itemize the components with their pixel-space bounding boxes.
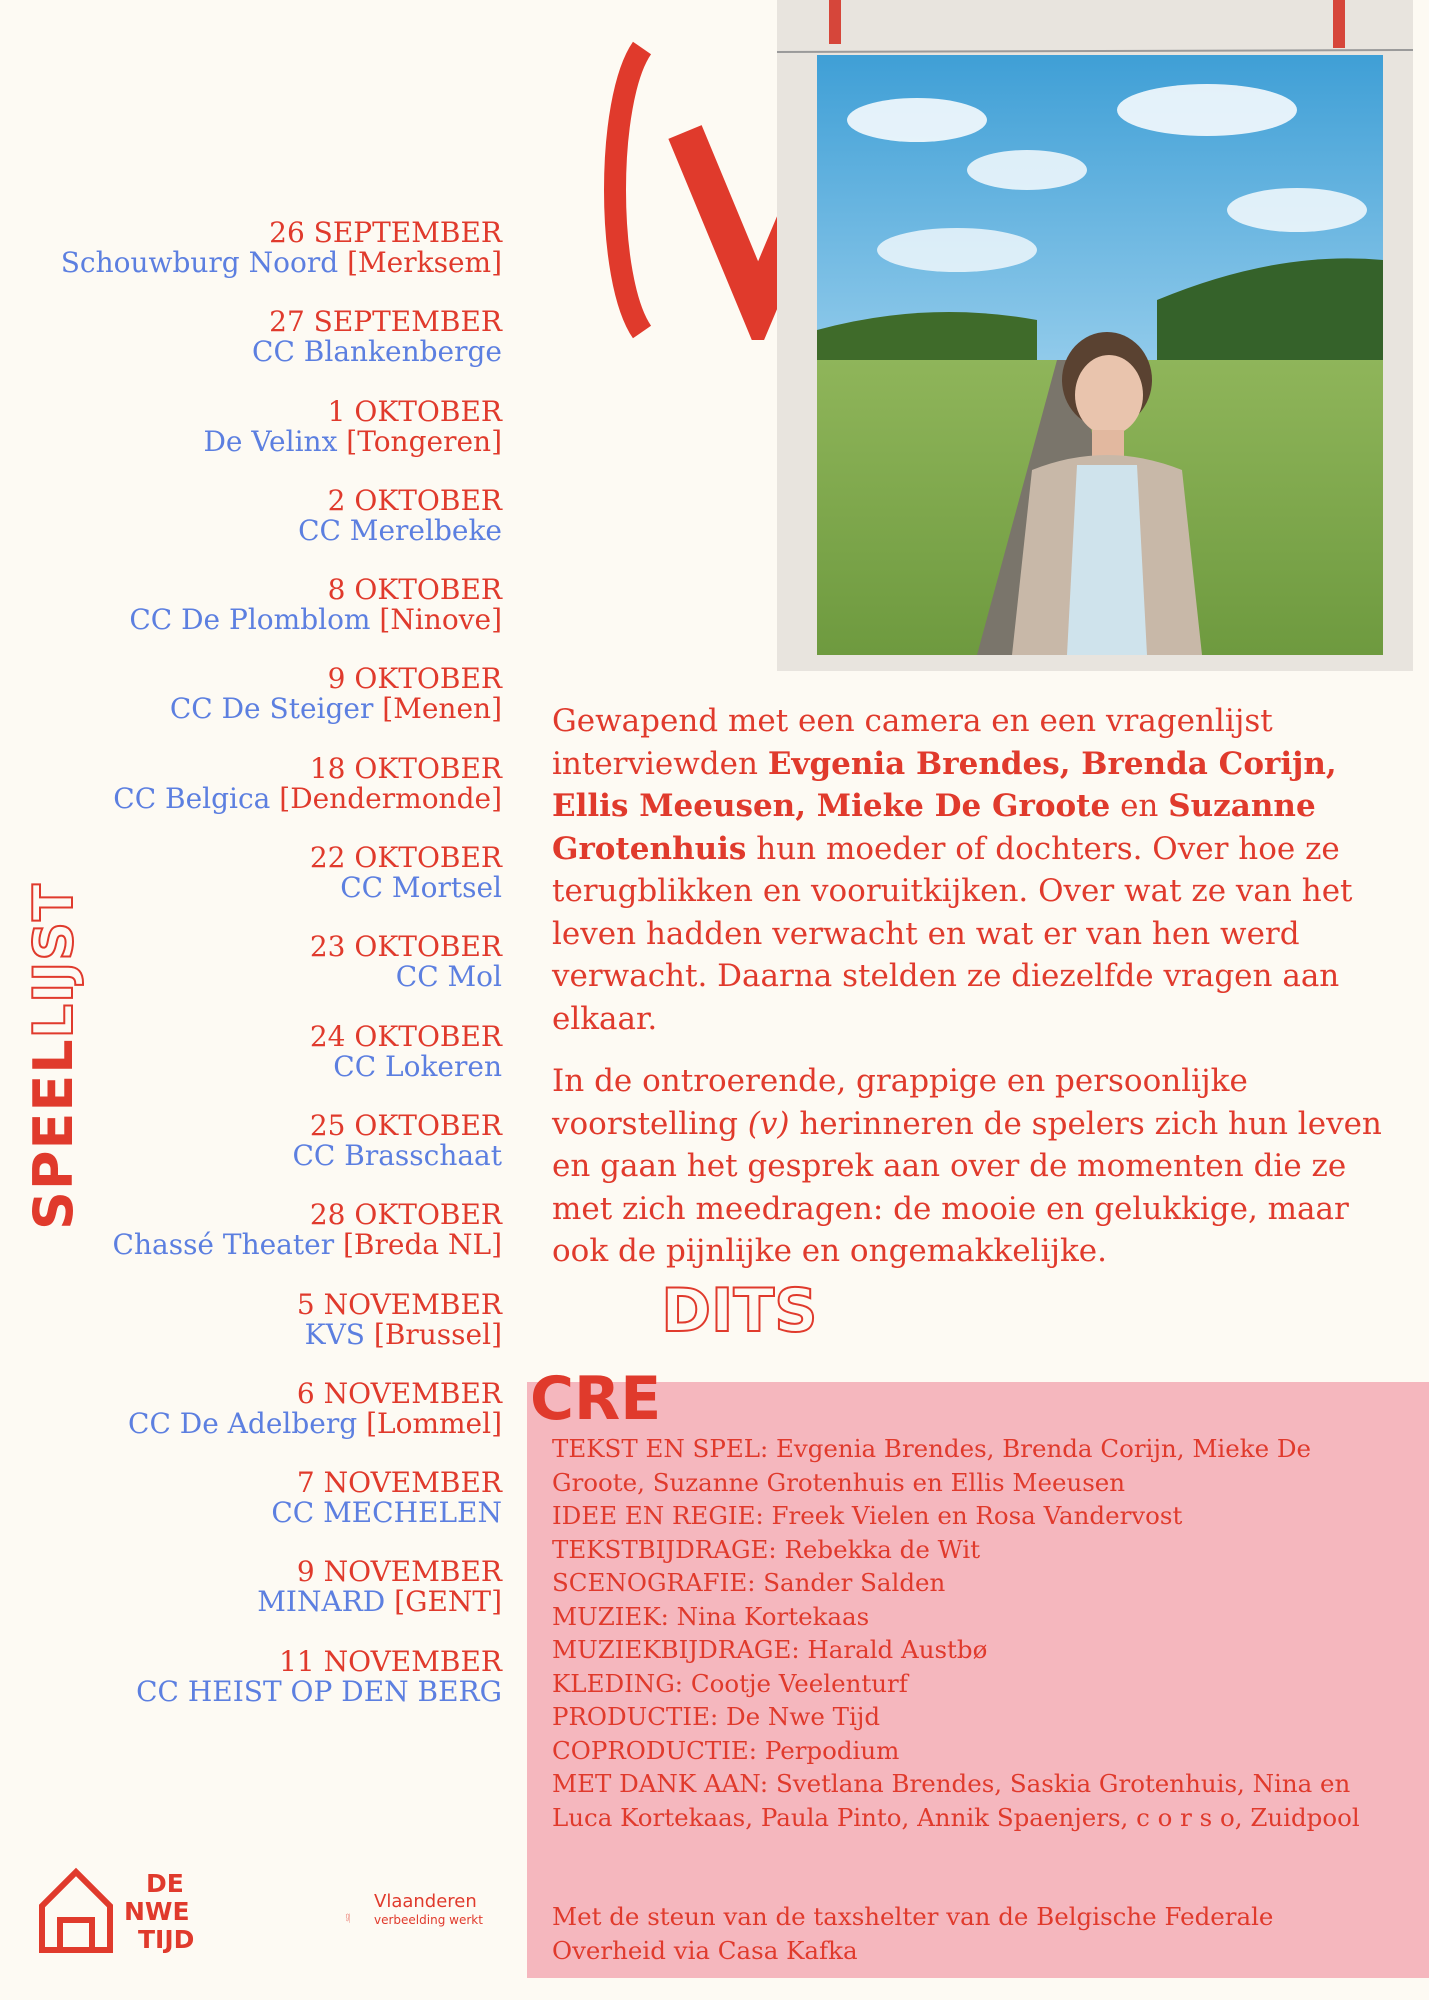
schedule-heading	[22, 883, 85, 1230]
schedule-location	[22, 605, 502, 635]
schedule-date: 6 NOVEMBER	[296, 1376, 502, 1410]
vlaanderen-subtitle: verbeelding werkt	[374, 1913, 483, 1927]
schedule-item	[22, 575, 502, 664]
schedule-location	[22, 1049, 502, 1083]
schedule-date: 8 OKTOBER	[327, 573, 502, 607]
schedule-item	[22, 664, 502, 753]
schedule-city: [Brussel]	[373, 1317, 502, 1351]
schedule-item	[22, 932, 502, 1021]
credit-line: PRODUCTIE: De Nwe Tijd	[552, 1702, 881, 1731]
schedule-location	[22, 1138, 502, 1172]
schedule-city: [GENT]	[394, 1585, 502, 1619]
credit-line: MET DANK AAN: Svetlana Brendes, Saskia Grotenhuis, Nina en Luca Kortekaas, Paula Pinto, Annik Spaenjers, c o r s o, Zuidpool	[552, 1769, 1360, 1832]
schedule-date: 1 OKTOBER	[327, 394, 502, 428]
dnt-line-2: NWE	[124, 1897, 190, 1926]
schedule-venue: CC Merelbeke	[298, 513, 502, 547]
intro-p1-c: hun moeder of dochters. Over hoe ze terugblikken en vooruitkijken. Over wat ze van het leven hadden verwacht en wat er van hen werd verwacht. Daarna stelden ze diezelfde vragen aan elkaar.	[552, 830, 1353, 1037]
intro-p1-b: en	[1110, 788, 1169, 824]
schedule-date: 26 SEPTEMBER	[269, 216, 502, 249]
schedule-city: [Menen]	[382, 692, 502, 726]
schedule-location	[22, 873, 502, 903]
schedule-location	[22, 694, 502, 724]
schedule-venue: CC Blankenberge	[252, 335, 502, 369]
schedule-location	[22, 337, 502, 367]
schedule-item	[22, 1287, 502, 1379]
credit-line: IDEE EN REGIE: Freek Vielen en Rosa Vandervost	[552, 1501, 1183, 1530]
intro-p1-a: Gewapend met een camera en een vragenlijst interviewden	[552, 703, 1273, 782]
schedule-date: 22 OKTOBER	[309, 841, 502, 875]
schedule-city: [Ninove]	[379, 603, 502, 637]
schedule-item	[22, 1468, 502, 1557]
schedule-list	[22, 218, 502, 1736]
schedule-venue: CC HEIST OP DEN BERG	[136, 1674, 502, 1708]
schedule-date: 9 OKTOBER	[327, 662, 502, 696]
schedule-location	[22, 513, 502, 547]
schedule-item	[22, 483, 502, 575]
schedule-heading-outline: LIJST	[22, 883, 85, 1039]
schedule-item	[22, 1557, 502, 1646]
schedule-city: [Tongeren]	[346, 424, 502, 458]
schedule-venue: CC De Steiger	[169, 692, 374, 726]
vlaanderen-logo-text	[374, 1891, 483, 1927]
schedule-venue: KVS	[304, 1317, 365, 1351]
schedule-city: [Lommel]	[366, 1406, 502, 1440]
credit-line: MUZIEKBIJDRAGE: Harald Austbø	[552, 1635, 988, 1664]
credit-line: MUZIEK: Nina Kortekaas	[552, 1601, 870, 1631]
schedule-location	[22, 424, 502, 458]
credit-line: TEKSTBIJDRAGE: Rebekka de Wit	[552, 1534, 981, 1564]
credits-support: Met de steun van de taxshelter van de Belgische Federale Overheid via Casa Kafka	[552, 1902, 1274, 1965]
schedule-item	[22, 1376, 502, 1468]
credits-list	[552, 1432, 1382, 1834]
schedule-date: 7 NOVEMBER	[296, 1466, 502, 1500]
schedule-city: [Dendermonde]	[279, 781, 502, 815]
intro-p2-title: (v)	[747, 1105, 790, 1142]
schedule-heading-filled: SPEEL	[22, 1038, 85, 1230]
schedule-location	[22, 1230, 502, 1260]
credits-heading-outline: DITS	[661, 1276, 818, 1346]
schedule-date: 23 OKTOBER	[309, 930, 502, 964]
schedule-venue: MINARD	[257, 1585, 386, 1619]
schedule-item	[22, 1019, 502, 1111]
schedule-location	[22, 1587, 502, 1617]
schedule-venue: CC MECHELEN	[271, 1496, 502, 1530]
credit-line: COPRODUCTIE: Perpodium	[552, 1735, 900, 1765]
intro-p1-names: Evgenia Brendes, Brenda Corijn, Ellis Meeusen, Mieke De Groote	[552, 745, 1337, 824]
schedule-date: 9 NOVEMBER	[296, 1555, 502, 1589]
schedule-item	[22, 1644, 502, 1736]
schedule-item	[22, 843, 502, 932]
schedule-location	[22, 1674, 502, 1708]
schedule-location	[22, 248, 502, 278]
vlaanderen-lion-icon	[345, 1890, 375, 1946]
schedule-location	[22, 1498, 502, 1528]
schedule-location	[22, 1406, 502, 1440]
schedule-venue: CC Mortsel	[340, 871, 502, 905]
schedule-item	[22, 1200, 502, 1289]
schedule-item	[22, 307, 502, 396]
dnt-line-1: DE	[146, 1869, 184, 1898]
schedule-location	[22, 781, 502, 815]
credits-heading	[530, 1276, 818, 1434]
performer-photo	[777, 0, 1413, 671]
schedule-venue: Schouwburg Noord	[60, 246, 339, 279]
schedule-date: 5 NOVEMBER	[296, 1287, 502, 1321]
dnt-line-3: TIJD	[138, 1925, 195, 1954]
intro-p1-name-last: Suzanne Grotenhuis	[552, 788, 1316, 867]
de-nwe-tijd-logo	[38, 1866, 198, 1956]
schedule-city: [Merksem]	[347, 246, 502, 279]
schedule-date: 24 OKTOBER	[309, 1019, 502, 1053]
schedule-location	[22, 962, 502, 992]
schedule-location	[22, 1317, 502, 1351]
schedule-item	[22, 394, 502, 486]
intro-paragraph-1	[552, 700, 1392, 1040]
schedule-city: [Breda NL]	[343, 1228, 502, 1262]
schedule-venue: CC Mol	[395, 960, 502, 994]
intro-paragraph-2	[552, 1060, 1392, 1273]
schedule-venue: De Velinx	[203, 424, 338, 458]
schedule-date: 28 OKTOBER	[309, 1198, 502, 1232]
schedule-date: 18 OKTOBER	[309, 751, 502, 785]
schedule-date: 11 NOVEMBER	[279, 1644, 502, 1678]
credit-line: SCENOGRAFIE: Sander Salden	[552, 1568, 946, 1597]
credit-line: TEKST EN SPEL: Evgenia Brendes, Brenda Corijn, Mieke De Groote, Suzanne Grotenhuis en Ellis Meeusen	[552, 1434, 1312, 1497]
schedule-venue: CC Lokeren	[333, 1049, 502, 1083]
credit-line: KLEDING: Cootje Veelenturf	[552, 1668, 908, 1698]
schedule-venue: Chassé Theater	[112, 1228, 335, 1262]
schedule-date: 25 OKTOBER	[309, 1108, 502, 1142]
schedule-venue: CC Belgica	[113, 781, 271, 815]
vlaanderen-title: Vlaanderen	[374, 1891, 477, 1912]
schedule-venue: CC De Adelberg	[128, 1406, 358, 1440]
schedule-venue: CC Brasschaat	[292, 1138, 502, 1172]
intro-p2-a: In de ontroerende, grappige en persoonlijke voorstelling	[552, 1063, 1248, 1142]
intro-p2-b: herinneren de spelers zich hun leven en gaan het gesprek aan over de momenten die ze met zich meedragen: de mooie en gelukkige, maar ook de pijnlijke en ongemakkelijke.	[552, 1105, 1382, 1269]
schedule-date: 27 SEPTEMBER	[269, 305, 502, 339]
credits-heading-filled: CRE	[530, 1364, 662, 1434]
intro-text	[552, 700, 1392, 1293]
schedule-item	[22, 218, 502, 307]
schedule-item	[22, 1108, 502, 1200]
schedule-item	[22, 751, 502, 843]
schedule-venue: CC De Plomblom	[129, 603, 371, 637]
schedule-date: 2 OKTOBER	[327, 483, 502, 517]
